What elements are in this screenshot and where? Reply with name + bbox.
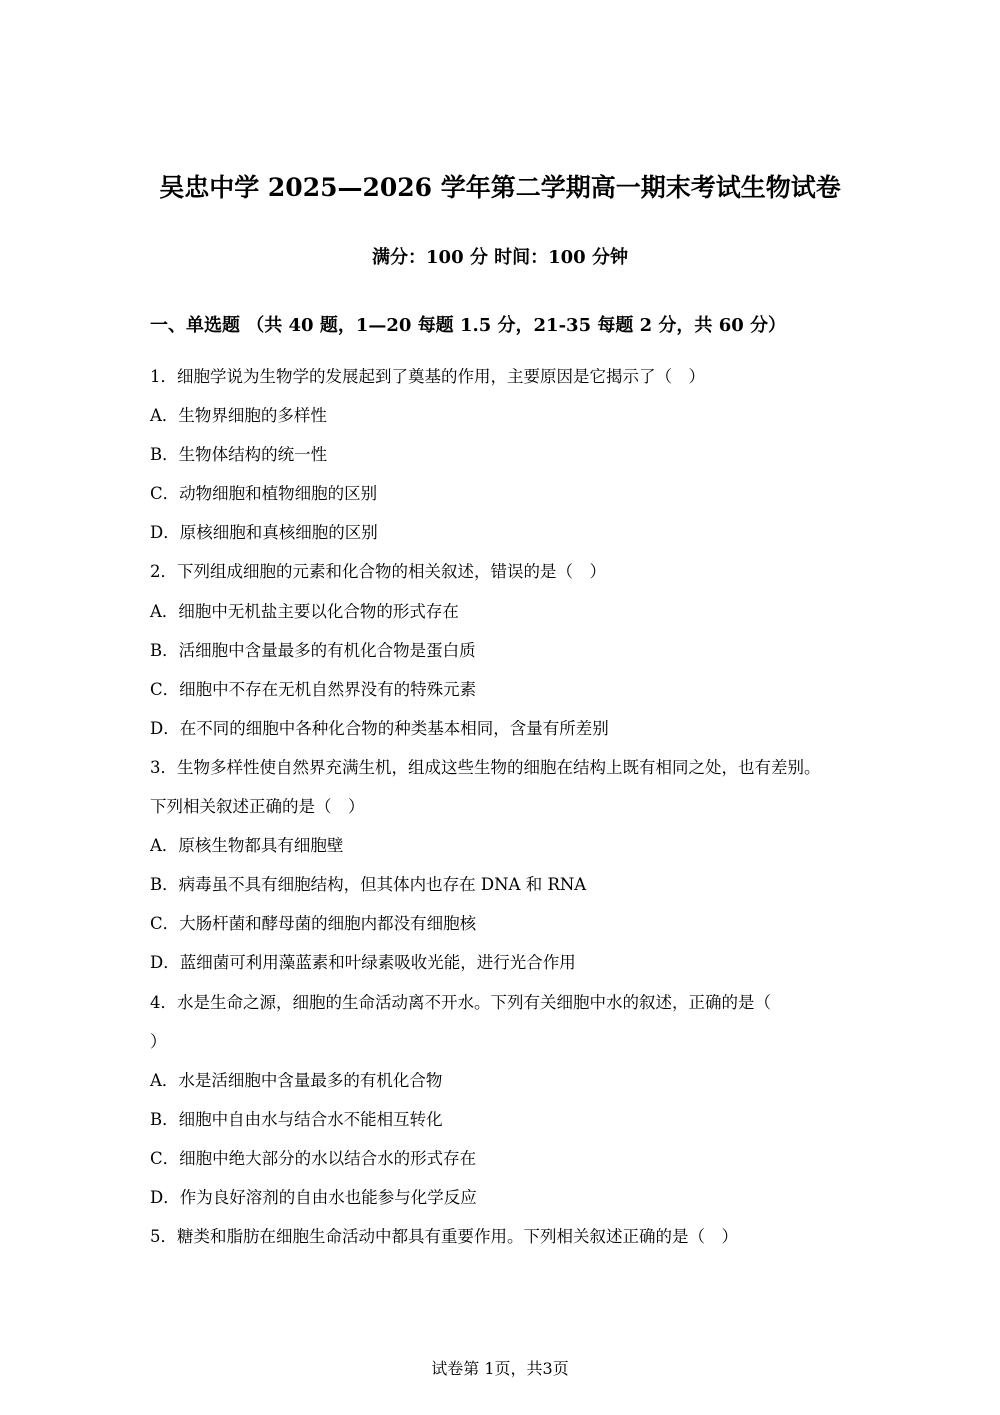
question-stem-continued: ） xyxy=(150,1031,167,1051)
question-stem: 5．糖类和脂肪在细胞生命活动中都具有重要作用。下列相关叙述正确的是（ ） xyxy=(150,1227,738,1247)
answer-option: B．细胞中自由水与结合水不能相互转化 xyxy=(150,1109,443,1129)
answer-option: D．作为良好溶剂的自由水也能参与化学反应 xyxy=(150,1187,477,1207)
answer-option: A．细胞中无机盐主要以化合物的形式存在 xyxy=(150,601,459,621)
answer-option: A．原核生物都具有细胞壁 xyxy=(150,836,344,856)
answer-option: A．生物界细胞的多样性 xyxy=(150,406,327,426)
question-list xyxy=(150,365,870,1264)
question-stem: 2．下列组成细胞的元素和化合物的相关叙述，错误的是（ ） xyxy=(150,562,606,582)
question-stem: 3．生物多样性使自然界充满生机，组成这些生物的细胞在结构上既有相同之处，也有差别。 xyxy=(150,757,821,777)
answer-option: A．水是活细胞中含量最多的有机化合物 xyxy=(150,1070,443,1090)
answer-option: C．细胞中绝大部分的水以结合水的形式存在 xyxy=(150,1148,477,1168)
question-stem: 4．水是生命之源，细胞的生命活动离不开水。下列有关细胞中水的叙述，正确的是（ xyxy=(150,992,771,1012)
answer-option: C．细胞中不存在无机自然界没有的特殊元素 xyxy=(150,679,477,699)
answer-option: C．动物细胞和植物细胞的区别 xyxy=(150,484,378,504)
answer-option: D．原核细胞和真核细胞的区别 xyxy=(150,523,378,543)
page-footer: 试卷第 1页，共3页 xyxy=(431,1359,569,1378)
answer-option: B．活细胞中含量最多的有机化合物是蛋白质 xyxy=(150,640,476,660)
answer-option: D．蓝细菌可利用藻蓝素和叶绿素吸收光能，进行光合作用 xyxy=(150,953,576,973)
question-stem: 1．细胞学说为生物学的发展起到了奠基的作用，主要原因是它揭示了（ ） xyxy=(150,367,705,386)
section-heading: 一、单选题 （共 40 题，1—20 每题 1.5 分，21-35 每题 2 分，共 60 分） xyxy=(150,315,787,336)
answer-option: D．在不同的细胞中各种化合物的种类基本相同，含量有所差别 xyxy=(150,718,609,738)
exam-subtitle: 满分：100 分 时间：100 分钟 xyxy=(372,247,628,268)
exam-title: 吴忠中学 2025—2026 学年第二学期高一期末考试生物试卷 xyxy=(159,173,841,202)
answer-option: B．病毒虽不具有细胞结构，但其体内也存在 DNA 和 RNA xyxy=(150,875,587,895)
answer-option: C．大肠杆菌和酵母菌的细胞内都没有细胞核 xyxy=(150,914,477,934)
question-stem-continued: 下列相关叙述正确的是（ ） xyxy=(150,797,365,817)
answer-option: B．生物体结构的统一性 xyxy=(150,445,328,465)
